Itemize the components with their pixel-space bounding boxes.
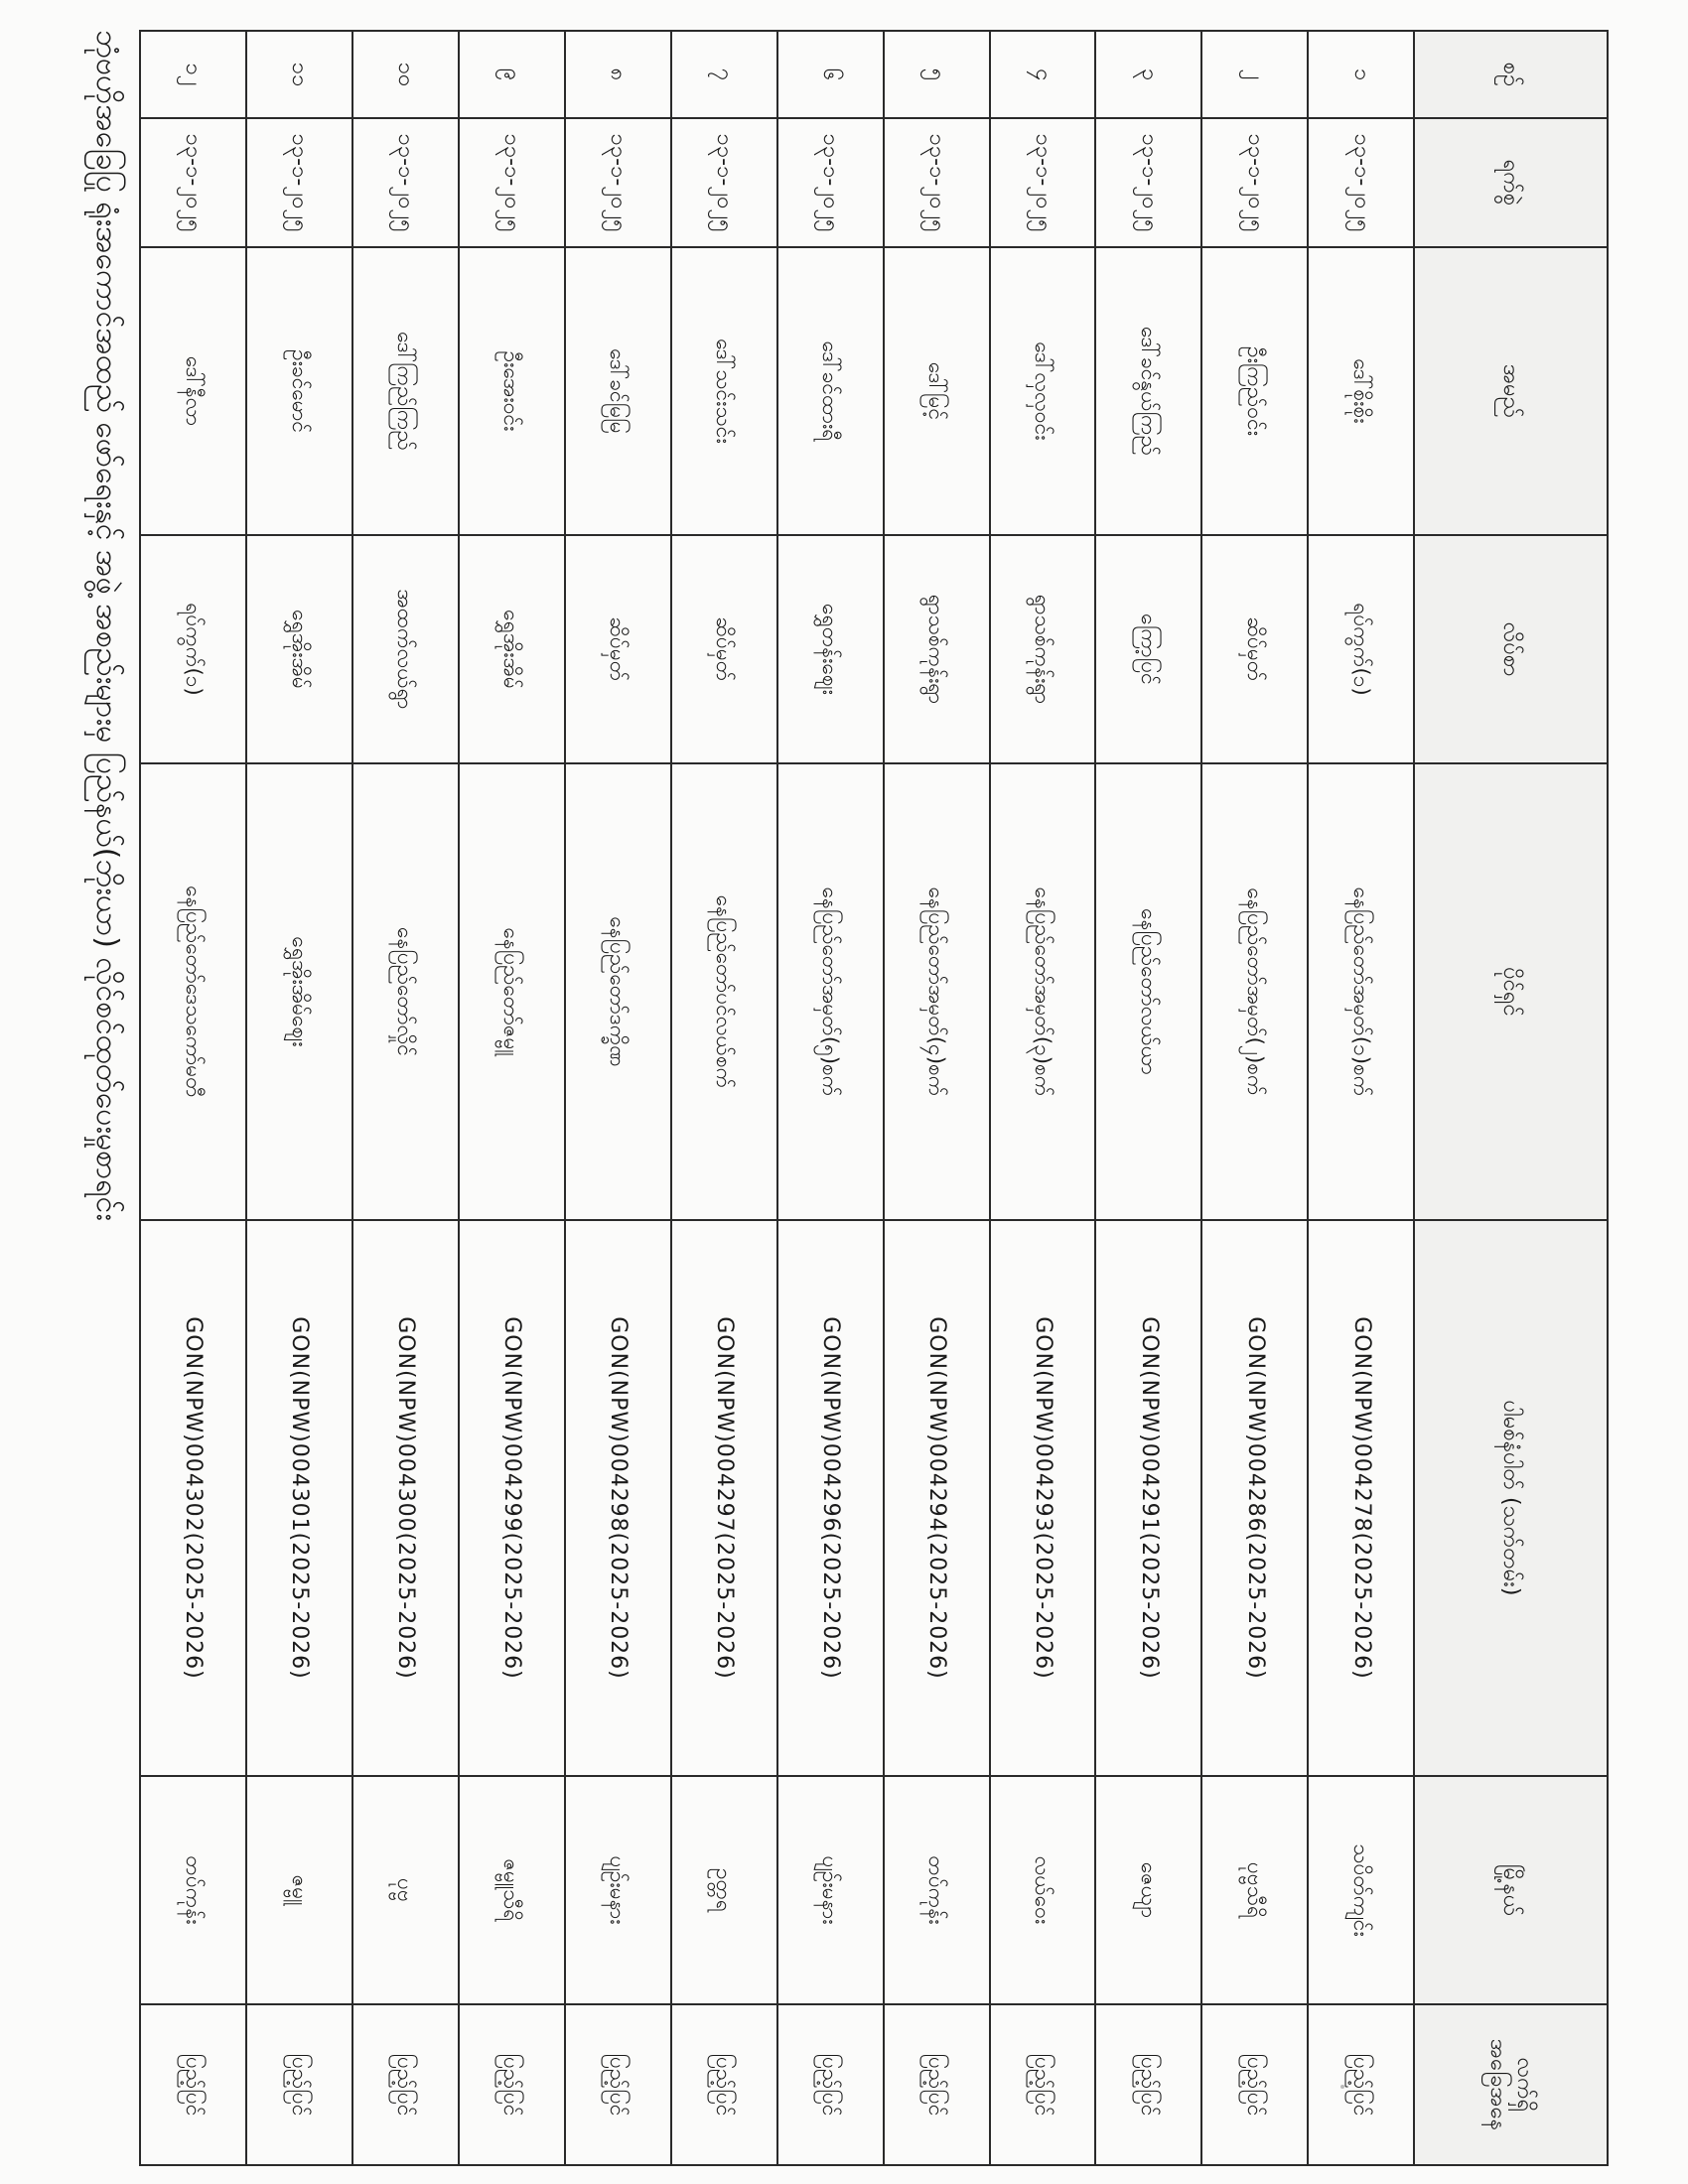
- row-permit: GON(NPW)004300(2025-2026): [352, 1220, 459, 1776]
- row-status: ပြည့်ပြင်: [1308, 2004, 1414, 2165]
- row-number: ၄: [990, 31, 1096, 118]
- table-row: [777, 31, 884, 2165]
- row-number: ၁၁: [246, 31, 352, 118]
- row-permit: GON(NPW)004297(2025-2026): [671, 1220, 777, 1776]
- row-date: ၁၃-၁-၂၀၂၅: [671, 118, 777, 247]
- row-status: ပြည့်ပြင်: [671, 2004, 777, 2165]
- row-status: ပြည့်ပြင်: [352, 2004, 459, 2165]
- row-number: ၃: [1095, 31, 1201, 118]
- row-name: ဒေါ်သင်းသင်း: [671, 247, 777, 535]
- row-owner: နေပြည်တော်အမှတ်(၄)စက်: [884, 763, 990, 1220]
- row-permit: GON(NPW)004301(2025-2026): [246, 1220, 352, 1776]
- row-address: ဆိပ်မှတ်: [1201, 535, 1308, 763]
- row-township: ပျဉ်းမနား: [565, 1776, 671, 2004]
- header-cell: အမည်: [1414, 247, 1608, 535]
- table-row: [459, 31, 565, 2165]
- row-permit: GON(NPW)004278(2025-2026): [1308, 1220, 1414, 1776]
- row-township: တပ်ကုန်း: [140, 1776, 246, 2004]
- row-date: ၁၃-၁-၂၀၂၅: [140, 118, 246, 247]
- row-owner: နေပြည်တော်အမှတ်(၃)စက်: [990, 763, 1096, 1220]
- row-township: ပျဉ်းမနား: [777, 1776, 884, 2004]
- row-date: ၁၃-၁-၂၀၂၅: [1095, 118, 1201, 247]
- row-address: ရွှေအိုးအိမ်: [459, 535, 565, 763]
- header-cell: လက်ရှိ အခြေအနေ: [1414, 2004, 1608, 2165]
- row-owner: နေပြည်တော်လယ်ယာ: [1095, 763, 1201, 1220]
- table-row: [990, 31, 1096, 2165]
- row-status: ပြည့်ပြင်: [1201, 2004, 1308, 2165]
- row-status: ပြည့်ပြင်: [140, 2004, 246, 2165]
- row-status: ပြည့်ပြင်: [459, 2004, 565, 2165]
- row-number: ၁၂: [140, 31, 246, 118]
- row-township: ဇမ္ဗူ: [246, 1776, 352, 2004]
- header-cell: မြို့နယ်: [1414, 1776, 1608, 2004]
- permit-table: [139, 30, 1609, 2166]
- row-date: ၁၃-၁-၂၀၂၅: [777, 118, 884, 247]
- row-number: ၈: [565, 31, 671, 118]
- row-permit: GON(NPW)004286(2025-2026): [1201, 1220, 1308, 1776]
- row-name: ဒေါ်မြင့်: [884, 247, 990, 535]
- row-date: ၁၃-၁-၂၀၂၅: [884, 118, 990, 247]
- header-cell: ပိုင်ရှင်: [1414, 763, 1608, 1220]
- row-date: ၁၃-၁-၂၀၂၅: [352, 118, 459, 247]
- table-row: [140, 31, 246, 2165]
- row-date: ၁၃-၁-၂၀၂၅: [1201, 118, 1308, 247]
- row-status: ပြည့်ပြင်: [246, 2004, 352, 2165]
- row-name: ဒေါ်နီလာ: [140, 247, 246, 535]
- row-number: ၉: [459, 31, 565, 118]
- row-status: ပြည့်ပြင်: [990, 2004, 1096, 2165]
- row-name: ဦးကြည်ဝင်း: [1201, 247, 1308, 535]
- row-owner: နေပြည်တော်ဒေသကော်မတီ: [140, 763, 246, 1220]
- header-cell: စဉ်: [1414, 31, 1608, 118]
- row-owner: နေပြည်တော်ပင်လယ်စက်: [671, 763, 777, 1220]
- row-status: ပြည့်ပြင်: [777, 2004, 884, 2165]
- table-header-row: [1414, 31, 1608, 2165]
- row-address: ဆိပ်မှတ်: [565, 535, 671, 763]
- row-permit: GON(NPW)004293(2025-2026): [990, 1220, 1096, 1776]
- row-township: တပ်ကုန်း: [884, 1776, 990, 2004]
- row-date: ၁၃-၁-၂၀၂၅: [1308, 118, 1414, 247]
- table-row: [1095, 31, 1201, 2165]
- row-date: ၁၃-၁-၂၀၂၅: [565, 118, 671, 247]
- row-number: ၆: [777, 31, 884, 118]
- table-row: [1308, 31, 1414, 2165]
- row-name: ဒေါ်လှလှဝင်း: [990, 247, 1096, 535]
- row-township: ဇေယျာ: [1095, 1776, 1201, 2004]
- table-row: [671, 31, 777, 2165]
- row-owner: နေပြည်တော်ဇမ္ဗူ: [459, 763, 565, 1220]
- row-address: အထက်လယ်ရွာ: [352, 535, 459, 763]
- row-date: ၁၃-၁-၂၀၂၅: [990, 118, 1096, 247]
- row-address: ရပ်ကွက်(၁): [1308, 535, 1414, 763]
- row-permit: GON(NPW)004302(2025-2026): [140, 1220, 246, 1776]
- row-township: ပုဗ္ဗသီရိ: [1201, 1776, 1308, 2004]
- row-number: ၁: [1308, 31, 1414, 118]
- document-title: ဘုံဗဟိုအခြေပြု ရုံးအကောင်အထည် ဖော်ရေးနှင့် အဖွဲ့ အစည်းများမှ ပြည်နယ်(ဘိုးယာ) လိုင်စင်ထုတ်ပေးမှုစာရင်း: [89, 30, 124, 1221]
- row-status: ပြည့်ပြင်: [1095, 2004, 1201, 2165]
- row-address: ရပ်ကွက်(၁): [140, 535, 246, 763]
- row-name: ဒေါ်ခင်မြမြ: [565, 247, 671, 535]
- row-address: ဆိပ်မှတ်: [671, 535, 777, 763]
- row-address: ရွှေအိုးအိမ်: [246, 535, 352, 763]
- row-owner: နေပြည်တော်လှိုင်: [352, 763, 459, 1220]
- row-township: ပုဗ္ဗ: [352, 1776, 459, 2004]
- row-name: ဦးခင်မောင်: [246, 247, 352, 535]
- row-number: ၅: [884, 31, 990, 118]
- row-name: ဒေါ်ခင်ထားရီ: [777, 247, 884, 535]
- row-address: ရွှေတန်းဈေး: [777, 535, 884, 763]
- row-township: ဇမ္ဗူသီရိ: [459, 1776, 565, 2004]
- row-permit: GON(NPW)004299(2025-2026): [459, 1220, 565, 1776]
- row-owner: နေပြည်တော်အမှတ်(၁)စက်: [1308, 763, 1414, 1220]
- row-address: ရွာသစ်ကုန်းရွာ: [884, 535, 990, 763]
- table-row: [565, 31, 671, 2165]
- header-cell: လိပ်စာ: [1414, 535, 1608, 763]
- row-township: သပိတ်ကျင်း: [1308, 1776, 1414, 2004]
- row-township: လယ်ဝေး: [990, 1776, 1096, 2004]
- row-status: ပြည့်ပြင်: [565, 2004, 671, 2165]
- row-date: ၁၃-၁-၂၀၂၅: [459, 118, 565, 247]
- row-number: ၇: [671, 31, 777, 118]
- table-row: [884, 31, 990, 2165]
- row-permit: GON(NPW)004296(2025-2026): [777, 1220, 884, 1776]
- row-permit: GON(NPW)004291(2025-2026): [1095, 1220, 1201, 1776]
- row-township: ဥတ္တရ: [671, 1776, 777, 2004]
- row-name: ဦးအေးဝင်း: [459, 247, 565, 535]
- row-date: ၁၃-၁-၂၀၂၅: [246, 118, 352, 247]
- header-cell: ပါမစ်နံပါတ် (သက်တမ်း): [1414, 1220, 1608, 1776]
- row-name: ဒေါ်စိုးစိုး: [1308, 247, 1414, 535]
- row-permit: GON(NPW)004298(2025-2026): [565, 1220, 671, 1776]
- row-status: ပြည့်ပြင်: [884, 2004, 990, 2165]
- table-row: [1201, 31, 1308, 2165]
- row-owner: နေပြည်တော်ဒက္ခိဏ: [565, 763, 671, 1220]
- row-number: ၂: [1201, 31, 1308, 118]
- header-cell: ရက်စွဲ: [1414, 118, 1608, 247]
- row-name: ဒေါ်ခင်နွယ်ကြည်: [1095, 247, 1201, 535]
- table-row: [246, 31, 352, 2165]
- row-address: ရွာသစ်ကုန်းရွာ: [990, 535, 1096, 763]
- table-row: [352, 31, 459, 2165]
- row-number: ၁၀: [352, 31, 459, 118]
- row-owner: ရွှေအိုးအိမ်ဈေး: [246, 763, 352, 1220]
- row-owner: နေပြည်တော်အမှတ်(၂)စက်: [1201, 763, 1308, 1220]
- row-permit: GON(NPW)004294(2025-2026): [884, 1220, 990, 1776]
- row-owner: နေပြည်တော်အမှတ်(၅)စက်: [777, 763, 884, 1220]
- row-address: ကြော့ပြင်: [1095, 535, 1201, 763]
- row-name: ဒေါ်ကြည်ကြည်: [352, 247, 459, 535]
